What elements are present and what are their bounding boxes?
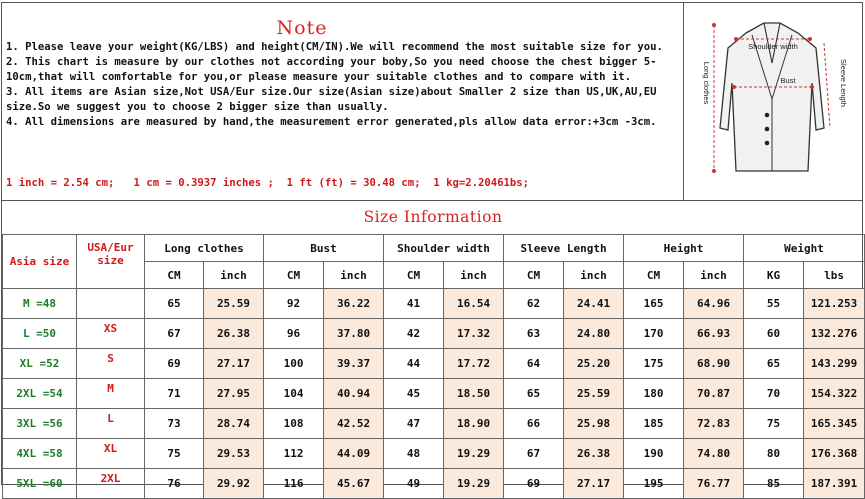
table-row (3, 469, 865, 499)
header-height: Height (624, 235, 744, 262)
unit-cell: lbs (804, 262, 865, 289)
imperial-value-cell: 176.368 (804, 439, 865, 469)
metric-value-cell: 62 (504, 289, 564, 319)
usa-size-cell: S (77, 349, 145, 379)
unit-cell: CM (384, 262, 444, 289)
usa-size-cell: XS (77, 319, 145, 349)
button-icon (765, 113, 770, 118)
unit-cell: inch (564, 262, 624, 289)
button-icon (765, 127, 770, 132)
metric-value-cell: 80 (744, 439, 804, 469)
imperial-value-cell: 25.20 (564, 349, 624, 379)
metric-value-cell: 76 (145, 469, 204, 499)
note-line: 3. All items are Asian size,Not USA/Eur size.Our size(Asian size)about Smaller 2 size than US,UK,AU,EU size.So we suggest you to choose 2 bigger size than usually. (6, 86, 663, 113)
imperial-value-cell: 36.22 (324, 289, 384, 319)
metric-value-cell: 69 (145, 349, 204, 379)
unit-cell: inch (204, 262, 264, 289)
imperial-value-cell: 40.94 (324, 379, 384, 409)
metric-value-cell: 42 (384, 319, 444, 349)
imperial-value-cell: 72.83 (684, 409, 744, 439)
suit-measurement-diagram (684, 3, 862, 199)
metric-value-cell: 65 (744, 349, 804, 379)
table-row (3, 349, 865, 379)
unit-cell: CM (624, 262, 684, 289)
metric-value-cell: 92 (264, 289, 324, 319)
metric-value-cell: 96 (264, 319, 324, 349)
bust-label: Bust (780, 76, 796, 85)
unit-cell: inch (684, 262, 744, 289)
table-row (3, 289, 865, 319)
imperial-value-cell: 29.92 (204, 469, 264, 499)
asia-size-cell: 2XL =54 (3, 379, 77, 409)
imperial-value-cell: 44.09 (324, 439, 384, 469)
note-panel (2, 3, 684, 201)
imperial-value-cell: 27.17 (204, 349, 264, 379)
imperial-value-cell: 154.322 (804, 379, 865, 409)
metric-value-cell: 67 (145, 319, 204, 349)
imperial-value-cell: 25.59 (204, 289, 264, 319)
imperial-value-cell: 143.299 (804, 349, 865, 379)
imperial-value-cell: 76.77 (684, 469, 744, 499)
header-row (3, 235, 865, 262)
asia-size-cell: 4XL =58 (3, 439, 77, 469)
table-row (3, 319, 865, 349)
sleeve-label: Sleeve Length (839, 59, 848, 107)
asia-size-cell: M =48 (3, 289, 77, 319)
header-weight: Weight (744, 235, 865, 262)
imperial-value-cell: 37.80 (324, 319, 384, 349)
metric-value-cell: 48 (384, 439, 444, 469)
metric-value-cell: 165 (624, 289, 684, 319)
imperial-value-cell: 18.90 (444, 409, 504, 439)
imperial-value-cell: 18.50 (444, 379, 504, 409)
unit-cell: KG (744, 262, 804, 289)
metric-value-cell: 55 (744, 289, 804, 319)
imperial-value-cell: 66.93 (684, 319, 744, 349)
imperial-value-cell: 165.345 (804, 409, 865, 439)
metric-value-cell: 75 (145, 439, 204, 469)
button-icon (765, 141, 770, 146)
metric-value-cell: 100 (264, 349, 324, 379)
imperial-value-cell: 19.29 (444, 439, 504, 469)
metric-value-cell: 175 (624, 349, 684, 379)
header-long-clothes: Long clothes (145, 235, 264, 262)
imperial-value-cell: 16.54 (444, 289, 504, 319)
metric-value-cell: 108 (264, 409, 324, 439)
asia-size-cell: 3XL =56 (3, 409, 77, 439)
imperial-value-cell: 39.37 (324, 349, 384, 379)
unit-cell: CM (504, 262, 564, 289)
header-sleeve-length: Sleeve Length (504, 235, 624, 262)
imperial-value-cell: 26.38 (564, 439, 624, 469)
metric-value-cell: 65 (504, 379, 564, 409)
imperial-value-cell: 29.53 (204, 439, 264, 469)
imperial-value-cell: 25.98 (564, 409, 624, 439)
header-bust: Bust (264, 235, 384, 262)
metric-value-cell: 185 (624, 409, 684, 439)
metric-value-cell: 41 (384, 289, 444, 319)
imperial-value-cell: 187.391 (804, 469, 865, 499)
metric-value-cell: 112 (264, 439, 324, 469)
imperial-value-cell: 28.74 (204, 409, 264, 439)
imperial-value-cell: 42.52 (324, 409, 384, 439)
metric-value-cell: 85 (744, 469, 804, 499)
header-usa-size: USA/Eur size (77, 235, 145, 289)
metric-value-cell: 67 (504, 439, 564, 469)
imperial-value-cell: 45.67 (324, 469, 384, 499)
imperial-value-cell: 121.253 (804, 289, 865, 319)
usa-size-cell: M (77, 379, 145, 409)
unit-cell: CM (145, 262, 204, 289)
size-table (2, 234, 865, 499)
imperial-value-cell: 27.17 (564, 469, 624, 499)
metric-value-cell: 180 (624, 379, 684, 409)
unit-cell: inch (324, 262, 384, 289)
metric-value-cell: 44 (384, 349, 444, 379)
metric-value-cell: 104 (264, 379, 324, 409)
asia-size-cell: XL =52 (3, 349, 77, 379)
metric-value-cell: 75 (744, 409, 804, 439)
imperial-value-cell: 132.276 (804, 319, 865, 349)
header-asia-size: Asia size (3, 235, 77, 289)
imperial-value-cell: 74.80 (684, 439, 744, 469)
imperial-value-cell: 17.32 (444, 319, 504, 349)
metric-value-cell: 49 (384, 469, 444, 499)
metric-value-cell: 71 (145, 379, 204, 409)
table-row (3, 379, 865, 409)
unit-cell: CM (264, 262, 324, 289)
metric-value-cell: 69 (504, 469, 564, 499)
note-line: 4. All dimensions are measured by hand,the measurement error generated,pls allow data error:+3cm -3cm. (6, 116, 657, 128)
long-clothes-label: Long clothes (702, 61, 711, 105)
header-shoulder-width: Shoulder width (384, 235, 504, 262)
unit-conversion: 1 inch = 2.54 cm; 1 cm = 0.3937 inches ; 1 ft (ft) = 30.48 cm; 1 kg=2.20461bs; (6, 177, 529, 189)
unit-cell: inch (444, 262, 504, 289)
imperial-value-cell: 26.38 (204, 319, 264, 349)
size-rows (3, 289, 865, 499)
size-info-title: Size Information (363, 208, 503, 226)
size-chart (1, 2, 863, 490)
metric-value-cell: 170 (624, 319, 684, 349)
usa-size-cell: 2XL (77, 469, 145, 499)
metric-value-cell: 63 (504, 319, 564, 349)
imperial-value-cell: 27.95 (204, 379, 264, 409)
table-row (3, 409, 865, 439)
asia-size-cell: L =50 (3, 319, 77, 349)
usa-size-cell: XL (77, 439, 145, 469)
asia-size-cell: 5XL =60 (3, 469, 77, 499)
imperial-value-cell: 24.80 (564, 319, 624, 349)
imperial-value-cell: 70.87 (684, 379, 744, 409)
note-lines (6, 40, 681, 130)
note-line: 1. Please leave your weight(KG/LBS) and height(CM/IN).We will recommend the most suitable size for you. (6, 41, 663, 53)
imperial-value-cell: 19.29 (444, 469, 504, 499)
imperial-value-cell: 24.41 (564, 289, 624, 319)
metric-value-cell: 60 (744, 319, 804, 349)
metric-value-cell: 195 (624, 469, 684, 499)
usa-size-cell (77, 289, 145, 319)
shoulder-label: Shoulder width (748, 42, 798, 51)
metric-value-cell: 70 (744, 379, 804, 409)
metric-value-cell: 64 (504, 349, 564, 379)
metric-value-cell: 190 (624, 439, 684, 469)
metric-value-cell: 116 (264, 469, 324, 499)
metric-value-cell: 47 (384, 409, 444, 439)
metric-value-cell: 73 (145, 409, 204, 439)
imperial-value-cell: 68.90 (684, 349, 744, 379)
usa-size-cell: L (77, 409, 145, 439)
imperial-value-cell: 64.96 (684, 289, 744, 319)
metric-value-cell: 66 (504, 409, 564, 439)
note-title: Note (276, 17, 328, 39)
suit-diagram-panel (684, 3, 862, 201)
note-line: 2. This chart is measure by our clothes not according your boby,So you need choose the chest bigger 5-10cm,that will comfortable for you,or please measure your suitable clothes and to compare with it. (6, 56, 657, 83)
table-row (3, 439, 865, 469)
imperial-value-cell: 17.72 (444, 349, 504, 379)
metric-value-cell: 45 (384, 379, 444, 409)
metric-value-cell: 65 (145, 289, 204, 319)
imperial-value-cell: 25.59 (564, 379, 624, 409)
